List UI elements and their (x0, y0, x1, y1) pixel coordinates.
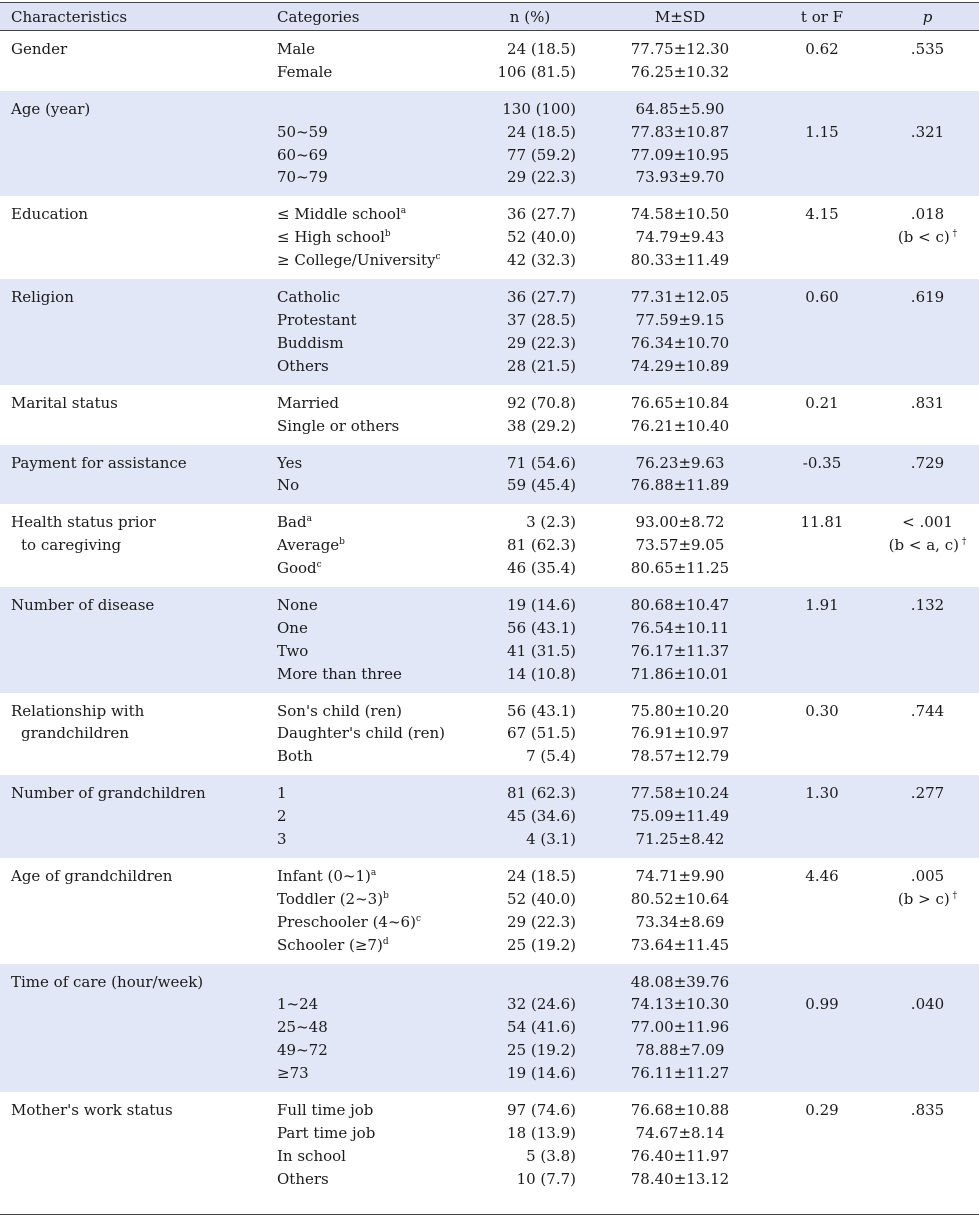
category-label: No (277, 476, 300, 495)
category-label: Full time job (277, 1101, 374, 1120)
category-label: 50~59 (277, 122, 328, 141)
mean-sd: 76.91±10.97 (630, 724, 730, 743)
category-label: ≤ Middle school$^a$ (277, 205, 407, 224)
category-label: Preschooler (4~6)$^c$ (277, 912, 421, 931)
mean-sd: 93.00±8.72 (635, 513, 725, 532)
header-characteristics: Characteristics (11, 8, 128, 26)
mean-sd: 64.85±5.90 (635, 99, 725, 118)
p-value: .835 (910, 1101, 945, 1120)
mean-sd: 76.54±10.11 (630, 618, 730, 637)
category-label: 2 (277, 807, 287, 826)
table-group (0, 775, 979, 858)
n-percent: 29 (22.3) (507, 912, 576, 931)
n-percent: 52 (40.0) (507, 228, 576, 247)
category-label: Male (277, 40, 315, 58)
table-group (0, 858, 979, 964)
category-label: Married (277, 393, 339, 412)
table-group (0, 31, 979, 91)
mean-sd: 75.80±10.20 (630, 701, 730, 720)
category-label: Female (277, 62, 333, 81)
table-group (0, 385, 979, 445)
n-percent: 38 (29.2) (507, 416, 576, 435)
category-label: In school (277, 1146, 346, 1165)
mean-sd: 74.13±10.30 (630, 995, 730, 1014)
n-percent: 7 (5.4) (526, 747, 576, 766)
category-label: ≤ High school$^b$ (277, 228, 391, 247)
mean-sd: 48.08±39.76 (630, 972, 730, 991)
table-group (0, 587, 979, 693)
mean-sd: 75.09±11.49 (630, 807, 730, 826)
t-or-f-value: 1.91 (805, 596, 839, 614)
category-label: 1~24 (277, 995, 319, 1014)
bottom-rule (0, 1214, 979, 1215)
table-group (0, 964, 979, 1093)
n-percent: 106 (81.5) (497, 62, 576, 81)
category-label: ≥ College/University$^c$ (277, 251, 441, 270)
mean-sd: 76.40±11.97 (630, 1146, 730, 1165)
mean-sd: 77.09±10.95 (630, 145, 730, 164)
characteristic-label: grandchildren (21, 724, 129, 743)
characteristic-label: Education (11, 205, 89, 224)
p-value: (b > c) † (897, 889, 958, 908)
n-percent: 56 (43.1) (507, 618, 576, 637)
n-percent: 25 (19.2) (507, 1041, 576, 1060)
mean-sd: 76.17±11.37 (630, 641, 730, 660)
n-percent: 41 (31.5) (507, 641, 576, 660)
t-or-f-value: 0.99 (805, 995, 839, 1014)
p-value: .277 (910, 784, 945, 803)
n-percent: 67 (51.5) (507, 724, 576, 743)
n-percent: 46 (35.4) (507, 559, 576, 578)
p-value: .321 (910, 122, 945, 141)
characteristic-label: Gender (11, 40, 68, 58)
characteristic-label: Number of disease (11, 596, 155, 614)
n-percent: 45 (34.6) (507, 807, 576, 826)
category-label: Single or others (277, 416, 400, 435)
n-percent: 14 (10.8) (507, 664, 576, 683)
category-label: 3 (277, 830, 287, 849)
mean-sd: 71.25±8.42 (635, 830, 725, 849)
characteristic-label: Age (year) (11, 99, 91, 118)
table-group (0, 91, 979, 197)
mean-sd: 76.65±10.84 (630, 393, 730, 412)
n-percent: 28 (21.5) (507, 356, 576, 375)
p-value: .619 (910, 288, 945, 307)
category-label: Toddler (2~3)$^b$ (277, 889, 389, 908)
header-t-or-f: t or F (800, 8, 844, 26)
category-label: Average$^b$ (277, 536, 345, 555)
n-percent: 3 (2.3) (526, 513, 576, 532)
category-label: More than three (277, 664, 402, 683)
characteristic-label: to caregiving (21, 536, 122, 555)
n-percent: 36 (27.7) (507, 288, 576, 307)
table-group (0, 693, 979, 776)
characteristic-label: Health status prior (11, 513, 156, 532)
n-percent: 37 (28.5) (507, 310, 576, 329)
mean-sd: 73.57±9.05 (635, 536, 725, 555)
t-or-f-value: 4.15 (805, 205, 839, 224)
mean-sd: 74.29±10.89 (630, 356, 730, 375)
n-percent: 29 (22.3) (507, 333, 576, 352)
characteristic-label: Mother's work status (11, 1101, 173, 1120)
category-label: Others (277, 1169, 329, 1188)
n-percent: 130 (100) (502, 99, 576, 118)
mean-sd: 74.58±10.50 (630, 205, 730, 224)
p-value: .005 (910, 867, 945, 885)
n-percent: 56 (43.1) (507, 701, 576, 720)
mean-sd: 76.88±11.89 (630, 476, 730, 495)
t-or-f-value: 1.15 (805, 122, 839, 141)
mean-sd: 80.33±11.49 (630, 251, 730, 270)
mean-sd: 74.71±9.90 (635, 867, 725, 885)
category-label: Protestant (277, 310, 357, 329)
n-percent: 24 (18.5) (507, 122, 576, 141)
t-or-f-value: 0.21 (805, 393, 839, 412)
header-p: p (922, 8, 933, 26)
category-label: 1 (277, 784, 287, 803)
mean-sd: 77.31±12.05 (630, 288, 730, 307)
mean-sd: 78.40±13.12 (630, 1169, 730, 1188)
n-percent: 59 (45.4) (507, 476, 576, 495)
category-label: Buddism (277, 333, 344, 352)
characteristic-label: Religion (11, 288, 74, 307)
n-percent: 92 (70.8) (507, 393, 576, 412)
mean-sd: 74.79±9.43 (635, 228, 725, 247)
category-label: Son's child (ren) (277, 701, 402, 720)
header-n: n (%) (509, 8, 551, 26)
p-value: .018 (910, 205, 945, 224)
n-percent: 42 (32.3) (507, 251, 576, 270)
t-or-f-value: 4.46 (805, 867, 839, 885)
n-percent: 81 (62.3) (507, 784, 576, 803)
category-label: Yes (277, 453, 303, 472)
table-group (0, 196, 979, 279)
t-or-f-value: 11.81 (800, 513, 844, 532)
category-label: Part time job (277, 1123, 376, 1142)
n-percent: 24 (18.5) (507, 867, 576, 885)
table-header (0, 2, 979, 31)
category-label: 70~79 (277, 168, 328, 187)
mean-sd: 77.59±9.15 (635, 310, 725, 329)
mean-sd: 76.25±10.32 (630, 62, 730, 81)
n-percent: 77 (59.2) (507, 145, 576, 164)
category-label: Both (277, 747, 313, 766)
mean-sd: 80.68±10.47 (630, 596, 730, 614)
category-label: Good$^c$ (277, 559, 322, 578)
category-label: ≥73 (277, 1064, 309, 1083)
t-or-f-value: 0.29 (805, 1101, 839, 1120)
mean-sd: 78.57±12.79 (630, 747, 730, 766)
n-percent: 19 (14.6) (507, 596, 576, 614)
n-percent: 24 (18.5) (507, 40, 576, 58)
mean-sd: 76.21±10.40 (630, 416, 730, 435)
category-label: Schooler (≥7)$^d$ (277, 935, 389, 954)
n-percent: 54 (41.6) (507, 1018, 576, 1037)
characteristic-label: Relationship with (11, 701, 145, 720)
characteristic-label: Number of grandchildren (11, 784, 206, 803)
category-label: Bad$^a$ (277, 513, 312, 532)
mean-sd: 74.67±8.14 (635, 1123, 725, 1142)
n-percent: 10 (7.7) (516, 1169, 576, 1188)
t-or-f-value: 0.62 (805, 40, 839, 58)
category-label: None (277, 596, 318, 614)
category-label: Two (277, 641, 309, 660)
t-or-f-value: 0.30 (805, 701, 839, 720)
p-value: .535 (910, 40, 945, 58)
category-label: Catholic (277, 288, 341, 307)
characteristic-label: Time of care (hour/week) (11, 972, 204, 991)
mean-sd: 80.65±11.25 (630, 559, 730, 578)
n-percent: 25 (19.2) (507, 935, 576, 954)
category-label: Infant (0~1)$^a$ (277, 867, 377, 885)
mean-sd: 78.88±7.09 (635, 1041, 725, 1060)
t-or-f-value: -0.35 (802, 453, 842, 472)
characteristic-label: Payment for assistance (11, 453, 187, 472)
mean-sd: 77.00±11.96 (630, 1018, 730, 1037)
p-value: .132 (910, 596, 945, 614)
n-percent: 36 (27.7) (507, 205, 576, 224)
category-label: 49~72 (277, 1041, 328, 1060)
mean-sd: 73.34±8.69 (635, 912, 725, 931)
p-value: .729 (910, 453, 945, 472)
table-group (0, 504, 979, 587)
table-group (0, 1092, 979, 1198)
n-percent: 29 (22.3) (507, 168, 576, 187)
n-percent: 81 (62.3) (507, 536, 576, 555)
category-label: 60~69 (277, 145, 328, 164)
mean-sd: 76.23±9.63 (635, 453, 725, 472)
mean-sd: 73.93±9.70 (635, 168, 725, 187)
n-percent: 32 (24.6) (507, 995, 576, 1014)
p-value: .744 (910, 701, 945, 720)
header-categories: Categories (277, 8, 360, 26)
characteristic-label: Age of grandchildren (11, 867, 173, 885)
p-value: .831 (910, 393, 945, 412)
characteristic-label: Marital status (11, 393, 118, 412)
mean-sd: 76.34±10.70 (630, 333, 730, 352)
category-label: 25~48 (277, 1018, 328, 1037)
n-percent: 71 (54.6) (507, 453, 576, 472)
category-label: Daughter's child (ren) (277, 724, 445, 743)
t-or-f-value: 1.30 (805, 784, 839, 803)
header-msd: M±SD (654, 8, 706, 26)
mean-sd: 80.52±10.64 (630, 889, 730, 908)
mean-sd: 73.64±11.45 (630, 935, 730, 954)
n-percent: 52 (40.0) (507, 889, 576, 908)
table-group (0, 279, 979, 385)
category-label: One (277, 618, 308, 637)
mean-sd: 76.11±11.27 (630, 1064, 730, 1083)
p-value: .040 (910, 995, 945, 1014)
table-group (0, 445, 979, 505)
n-percent: 4 (3.1) (526, 830, 576, 849)
p-value: (b < c) † (897, 228, 958, 247)
n-percent: 5 (3.8) (526, 1146, 576, 1165)
mean-sd: 77.58±10.24 (630, 784, 730, 803)
n-percent: 97 (74.6) (507, 1101, 576, 1120)
category-label: Others (277, 356, 329, 375)
n-percent: 18 (13.9) (507, 1123, 576, 1142)
mean-sd: 77.83±10.87 (630, 122, 730, 141)
p-value: (b < a, c) † (888, 536, 967, 555)
mean-sd: 71.86±10.01 (630, 664, 730, 683)
p-value: < .001 (902, 513, 953, 532)
n-percent: 19 (14.6) (507, 1064, 576, 1083)
mean-sd: 77.75±12.30 (630, 40, 730, 58)
t-or-f-value: 0.60 (805, 288, 839, 307)
mean-sd: 76.68±10.88 (630, 1101, 730, 1120)
